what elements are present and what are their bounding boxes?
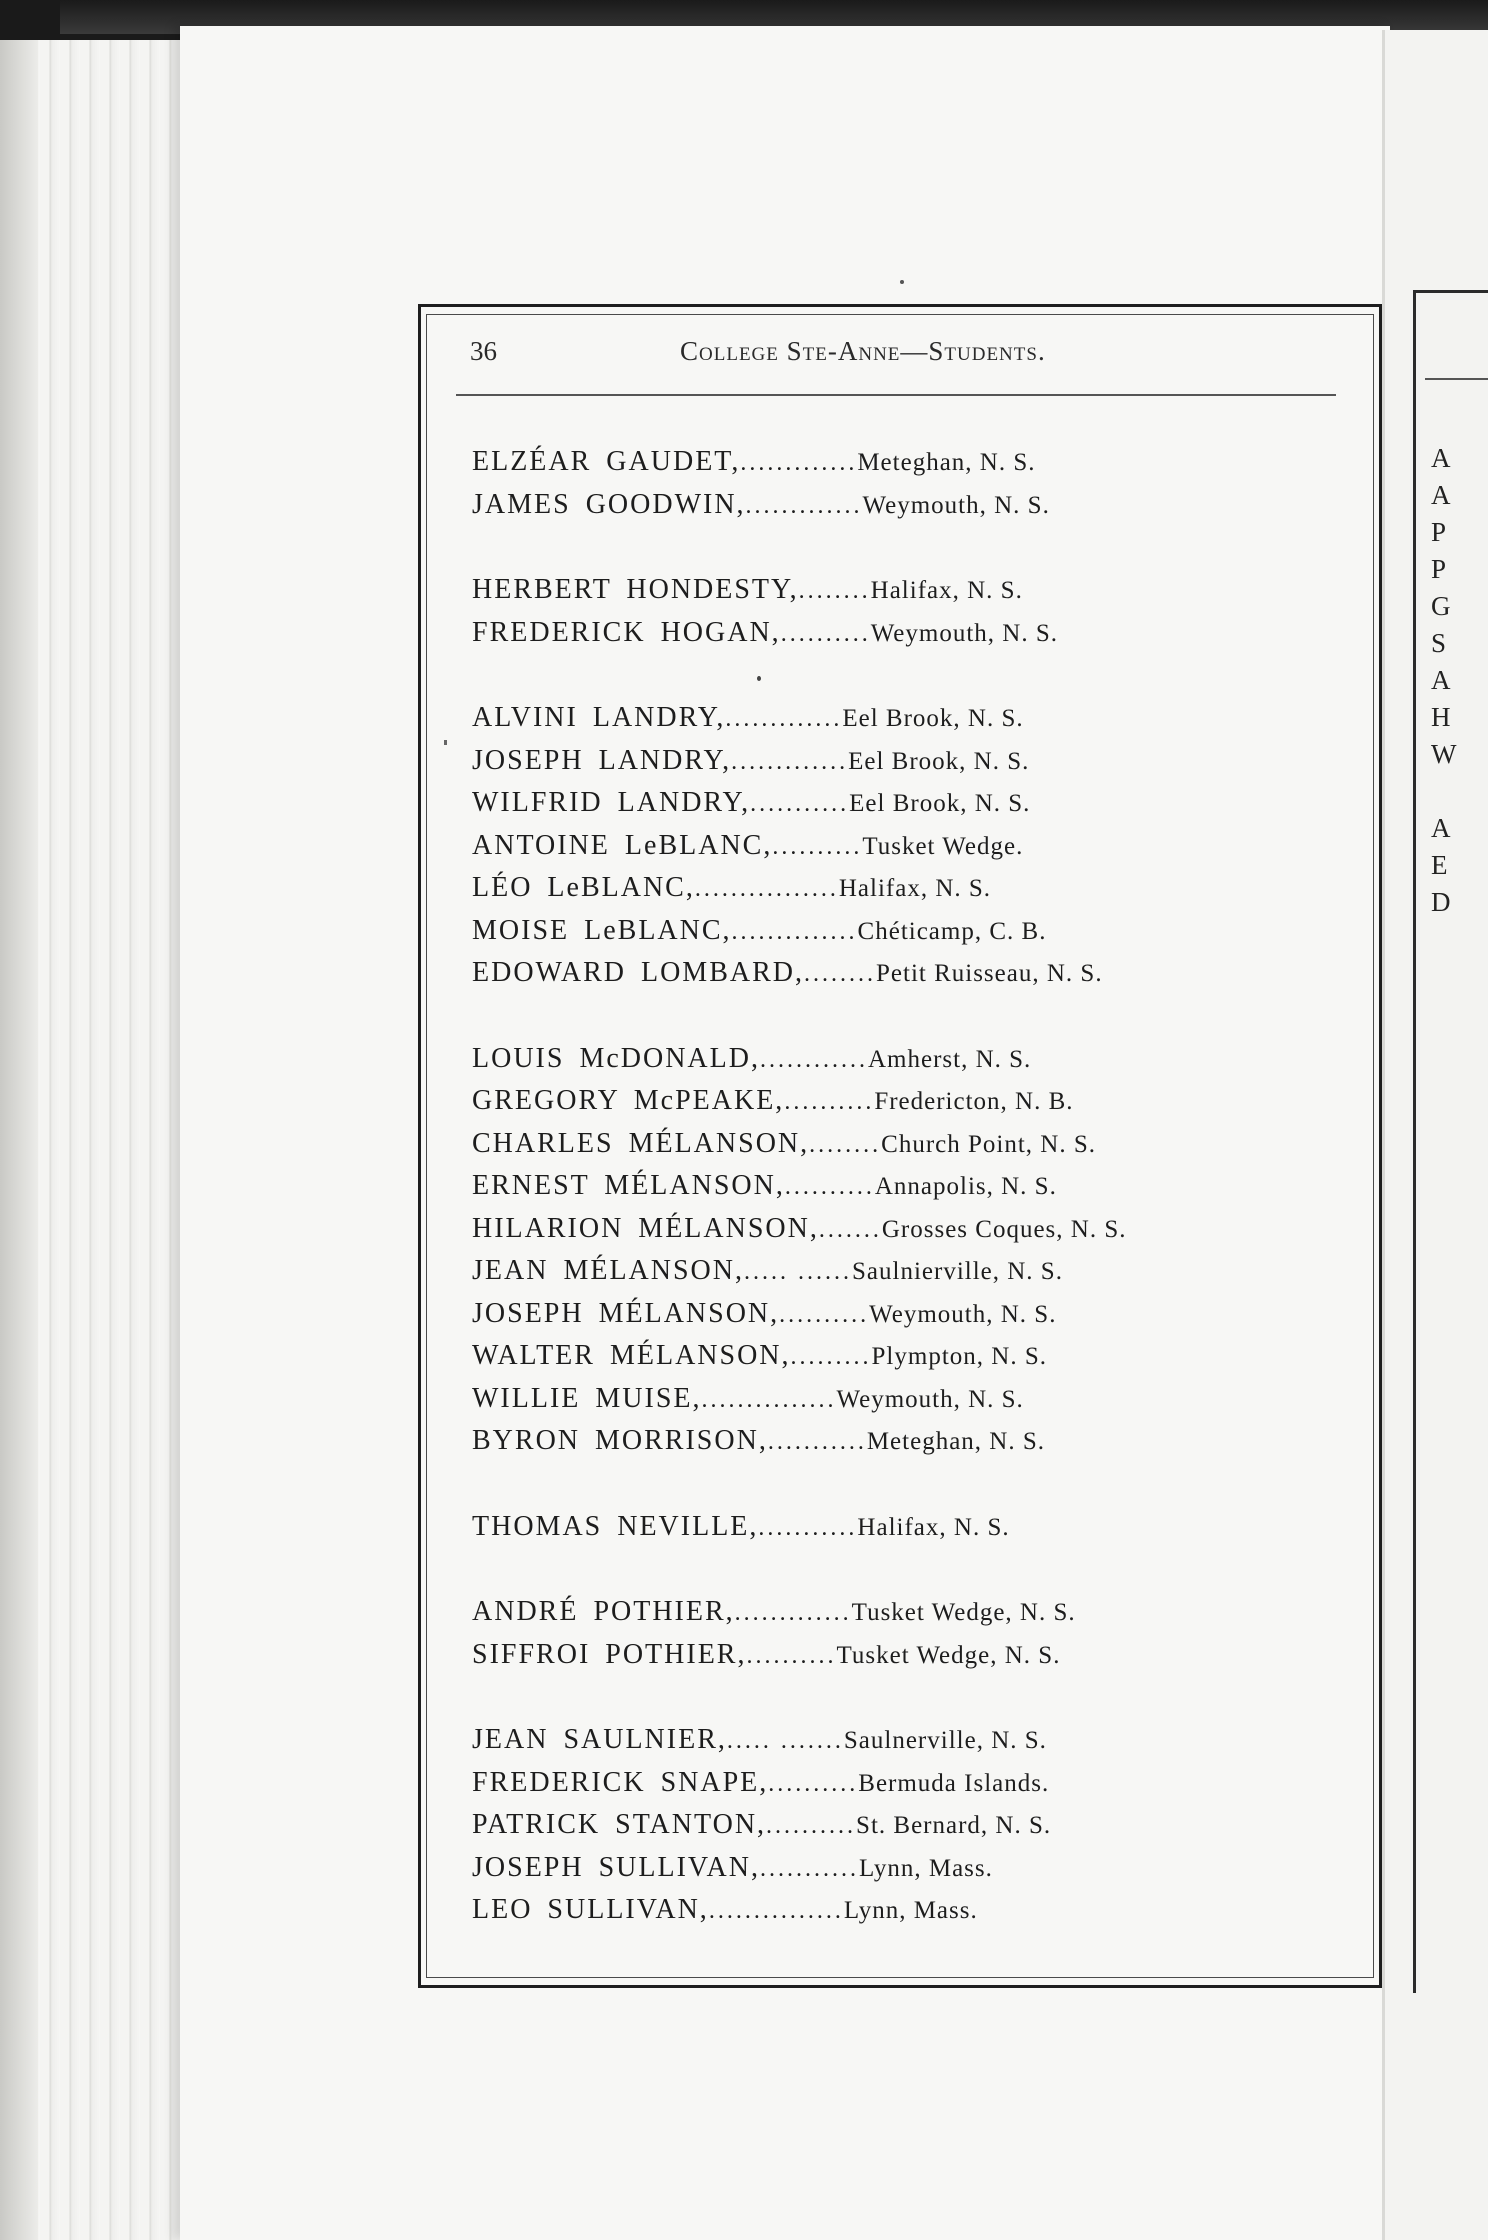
student-hometown: Weymouth, N. S. xyxy=(836,1385,1024,1413)
cut-letter: A xyxy=(1431,480,1451,510)
leader-dots: ........ xyxy=(809,1131,882,1158)
student-entry xyxy=(472,745,1352,788)
student-name: JOSEPH SULLIVAN, xyxy=(472,1851,760,1883)
student-hometown: Weymouth, N. S. xyxy=(869,1300,1057,1328)
group-separator xyxy=(472,1681,1352,1724)
cut-letter: A xyxy=(1431,813,1451,843)
student-name: LEO SULLIVAN, xyxy=(472,1894,709,1925)
leader-dots: ........ xyxy=(798,578,871,604)
cut-letter: G xyxy=(1431,591,1451,621)
student-entry xyxy=(472,1639,1352,1682)
student-hometown: Saulnerville, N. S. xyxy=(843,1727,1047,1754)
student-entry xyxy=(472,1213,1352,1256)
student-name: HERBERT HONDESTY, xyxy=(472,574,799,605)
student-entry xyxy=(472,1767,1352,1810)
student-hometown: Petit Ruisseau, N. S. xyxy=(876,960,1103,987)
leader-dots: ........... xyxy=(767,1429,867,1455)
student-entry xyxy=(472,830,1352,873)
student-hometown: Meteghan, N. S. xyxy=(866,1428,1045,1455)
student-entry xyxy=(472,702,1352,745)
leader-dots: .......... xyxy=(772,833,863,860)
student-hometown: Tusket Wedge, N. S. xyxy=(851,1599,1076,1626)
student-entry xyxy=(472,1511,1352,1554)
leader-dots: ............. xyxy=(725,706,843,732)
leader-dots: ............... xyxy=(708,1898,844,1924)
student-entry xyxy=(472,574,1352,617)
student-name: JAMES GOODWIN, xyxy=(472,488,746,520)
student-name: ANDRÉ POTHIER, xyxy=(472,1596,735,1627)
student-hometown: Fredericton, N. B. xyxy=(874,1088,1074,1115)
student-hometown: Bermuda Islands. xyxy=(858,1769,1050,1797)
student-name: PATRICK STANTON, xyxy=(472,1809,767,1840)
student-name: EDOWARD LOMBARD, xyxy=(472,957,804,988)
leader-dots: .......... xyxy=(779,1301,870,1328)
leader-dots: ........... xyxy=(758,1514,858,1541)
student-entry xyxy=(472,1340,1352,1383)
leader-dots: .......... xyxy=(784,1089,875,1115)
student-hometown: St. Bernard, N. S. xyxy=(856,1812,1052,1839)
student-hometown: Chéticamp, C. B. xyxy=(857,917,1047,945)
student-hometown: Tusket Wedge. xyxy=(862,832,1024,860)
cut-letter: H xyxy=(1431,702,1451,732)
speck xyxy=(900,280,904,284)
cut-letter: P xyxy=(1431,517,1447,547)
student-hometown: Annapolis, N. S. xyxy=(874,1173,1057,1200)
leader-dots: .......... xyxy=(768,1770,859,1797)
student-entry xyxy=(472,1724,1352,1767)
group-separator xyxy=(472,659,1352,702)
student-name: JOSEPH LANDRY, xyxy=(472,744,732,776)
student-hometown: Eel Brook, N. S. xyxy=(842,705,1024,732)
cut-letter: W xyxy=(1431,739,1457,769)
student-name: JOSEPH MÉLANSON, xyxy=(472,1297,780,1329)
student-name: BYRON MORRISON, xyxy=(472,1425,768,1456)
header-rule xyxy=(456,394,1336,396)
student-name: THOMAS NEVILLE, xyxy=(472,1510,759,1542)
group-separator xyxy=(472,1000,1352,1043)
leader-dots: ........ xyxy=(804,961,876,987)
student-name: LÉO LeBLANC, xyxy=(472,872,695,903)
student-name: MOISE LeBLANC, xyxy=(472,914,732,946)
group-separator xyxy=(472,1468,1352,1511)
leader-dots: ............ xyxy=(759,1046,868,1073)
leader-dots: ............. xyxy=(740,450,858,476)
student-hometown: Saulnierville, N. S. xyxy=(852,1258,1063,1285)
leader-dots: ........... xyxy=(759,1855,859,1882)
cut-letter: A xyxy=(1431,665,1451,695)
leader-dots: ............. xyxy=(731,748,849,775)
leader-dots: .......... xyxy=(766,1813,857,1839)
student-entry xyxy=(472,1085,1352,1128)
student-entry xyxy=(472,1383,1352,1426)
page-number: 36 xyxy=(470,336,497,366)
student-name: WILLIE MUISE, xyxy=(472,1382,702,1414)
student-list xyxy=(472,446,1352,1937)
cut-letter: E xyxy=(1431,850,1448,880)
leader-dots: ............. xyxy=(745,492,863,519)
leader-dots: ..... ...... xyxy=(744,1259,852,1285)
page-edge-stack xyxy=(0,40,200,2240)
leader-dots: .......... xyxy=(780,620,871,647)
student-hometown: Plympton, N. S. xyxy=(871,1343,1047,1370)
running-head: College Ste-Anne—Students. xyxy=(680,336,1046,366)
student-hometown: Lynn, Mass. xyxy=(843,1897,978,1924)
page-header xyxy=(470,336,1340,376)
student-entry xyxy=(472,1255,1352,1298)
student-name: ALVINI LANDRY, xyxy=(472,702,726,733)
student-hometown: Halifax, N. S. xyxy=(838,875,992,902)
leader-dots: ......... xyxy=(790,1344,872,1370)
student-hometown: Tusket Wedge, N. S. xyxy=(836,1641,1061,1669)
student-entry xyxy=(472,446,1352,489)
student-hometown: Eel Brook, N. S. xyxy=(849,790,1031,817)
student-name: FREDERICK SNAPE, xyxy=(472,1766,769,1798)
student-name: GREGORY McPEAKE, xyxy=(472,1085,785,1116)
leader-dots: ............. xyxy=(734,1600,852,1626)
student-entry xyxy=(472,1128,1352,1171)
right-page-fragment xyxy=(1382,30,1488,2240)
student-name: CHARLES MÉLANSON, xyxy=(472,1127,810,1159)
student-hometown: Weymouth, N. S. xyxy=(870,619,1058,647)
student-hometown: Weymouth, N. S. xyxy=(862,491,1050,519)
student-entry xyxy=(472,872,1352,915)
group-separator xyxy=(472,531,1352,574)
student-entry xyxy=(472,1298,1352,1341)
student-hometown: Eel Brook, N. S. xyxy=(848,747,1030,775)
leader-dots: ....... xyxy=(818,1216,882,1243)
leader-dots: .......... xyxy=(746,1642,837,1669)
leader-dots: ........... xyxy=(750,791,850,817)
student-name: SIFFROI POTHIER, xyxy=(472,1638,747,1670)
student-hometown: Grosses Coques, N. S. xyxy=(881,1215,1127,1243)
cut-letter: D xyxy=(1431,887,1451,917)
student-hometown: Church Point, N. S. xyxy=(881,1130,1096,1158)
student-name: JEAN MÉLANSON, xyxy=(472,1255,744,1286)
student-hometown: Meteghan, N. S. xyxy=(857,449,1036,476)
right-page-cut-letters xyxy=(1431,440,1456,921)
student-entry xyxy=(472,1894,1352,1937)
student-hometown: Lynn, Mass. xyxy=(858,1854,993,1882)
student-name: LOUIS McDONALD, xyxy=(472,1042,760,1074)
student-hometown: Amherst, N. S. xyxy=(867,1045,1032,1073)
leader-dots: ..... ....... xyxy=(726,1728,844,1754)
student-name: ELZÉAR GAUDET, xyxy=(472,446,741,477)
student-entry xyxy=(472,1809,1352,1852)
student-entry xyxy=(472,489,1352,532)
student-entry xyxy=(472,1852,1352,1895)
student-entry xyxy=(472,1170,1352,1213)
student-name: ANTOINE LeBLANC, xyxy=(472,829,773,861)
student-hometown: Halifax, N. S. xyxy=(870,577,1023,604)
student-name: WALTER MÉLANSON, xyxy=(472,1340,791,1371)
student-name: JEAN SAULNIER, xyxy=(472,1724,727,1755)
student-entry xyxy=(472,915,1352,958)
cut-letter: P xyxy=(1431,554,1447,584)
student-entry xyxy=(472,617,1352,660)
student-name: WILFRID LANDRY, xyxy=(472,787,751,818)
right-page-header-rule xyxy=(1425,378,1488,380)
leader-dots: .............. xyxy=(731,918,858,945)
cut-letter xyxy=(1431,773,1456,810)
student-entry xyxy=(472,1425,1352,1468)
leader-dots: .......... xyxy=(784,1174,875,1200)
student-name: HILARION MÉLANSON, xyxy=(472,1212,819,1244)
cut-letter: S xyxy=(1431,628,1447,658)
student-entry xyxy=(472,1596,1352,1639)
leader-dots: ............... xyxy=(701,1386,837,1413)
student-entry xyxy=(472,1043,1352,1086)
speck xyxy=(444,740,447,745)
leader-dots: ................ xyxy=(694,876,839,902)
student-name: FREDERICK HOGAN, xyxy=(472,616,781,648)
student-name: ERNEST MÉLANSON, xyxy=(472,1170,785,1201)
group-separator xyxy=(472,1553,1352,1596)
cut-letter: A xyxy=(1431,443,1451,473)
student-entry xyxy=(472,787,1352,830)
speck xyxy=(757,676,761,681)
student-entry xyxy=(472,957,1352,1000)
student-hometown: Halifax, N. S. xyxy=(857,1513,1010,1541)
